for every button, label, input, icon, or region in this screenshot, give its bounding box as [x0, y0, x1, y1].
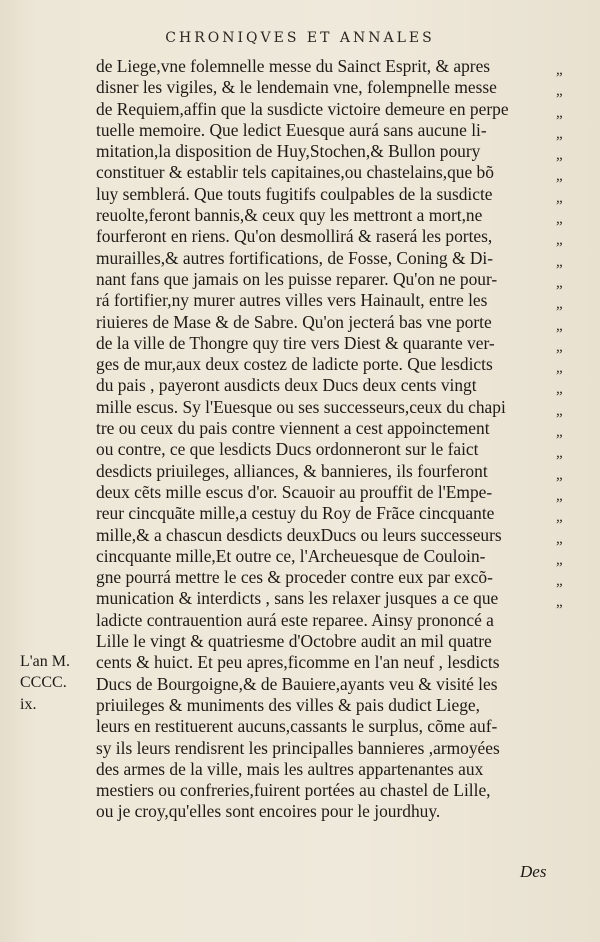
quote-mark: „ — [556, 338, 563, 355]
quote-mark: „ — [556, 211, 563, 228]
quote-mark: „ — [556, 147, 563, 164]
text-line: luy semblerá. Que touts fugitifs coulpables de la susdicte — [96, 183, 493, 204]
text-line: reur cincquãte mille,a cestuy du Roy de Frãce cincquante — [96, 503, 495, 524]
text-line: ladicte contrauention aurá este reparee. Ainsy prononcé a — [96, 609, 494, 630]
text-line: riuieres de Mase & de Sabre. Qu'on jecterá bas vne porte — [96, 311, 492, 332]
quote-mark: „ — [556, 381, 563, 398]
quote-mark: „ — [556, 232, 563, 249]
text-line: munication & interdicts , sans les relaxer jusques a ce que — [96, 588, 499, 609]
text-line: ou contre, ce que lesdicts Ducs ordonneront sur le faict — [96, 439, 479, 460]
quote-mark: „ — [556, 594, 563, 611]
text-line: fourferont en riens. Qu'on desmollirá & raserá les portes, — [96, 226, 493, 247]
text-line: reuolte,feront bannis,& ceux quy les mettront a mort,ne — [96, 205, 483, 226]
margin-note-date — [20, 651, 90, 715]
text-line: murailles,& autres fortifications, de Fosse, Coning & Di- — [96, 247, 494, 268]
quote-mark: „ — [556, 445, 563, 462]
quote-mark: „ — [556, 253, 563, 270]
quote-mark: „ — [556, 83, 563, 100]
text-line: des armes de la ville, mais les aultres appartenantes aux — [96, 758, 484, 779]
text-line: de Liege,vne folemnelle messe du Sainct Esprit, & apres — [96, 56, 491, 76]
text-line: deux cẽts mille escus d'or. Scauoir au prouffit de l'Empe- — [96, 481, 493, 502]
body-text — [96, 56, 556, 823]
text-line: de Requiem,affin que la susdicte victoire demeure en perpe — [96, 98, 509, 119]
margin-note-line: ix. — [20, 695, 37, 713]
text-line: leurs en restituerent aucuns,cassants le surplus, cõme auf- — [96, 716, 498, 737]
quote-mark: „ — [556, 402, 563, 419]
text-line: mitation,la disposition de Huy,Stochen,& Bullon poury — [96, 141, 481, 162]
quote-mark: „ — [556, 104, 563, 121]
quote-mark: „ — [556, 189, 563, 206]
margin-note-line: CCCC. — [20, 674, 67, 692]
quote-mark: „ — [556, 125, 563, 142]
quote-mark: „ — [556, 424, 563, 441]
bleed-through-text — [140, 838, 560, 860]
text-line: cincquante mille,Et outre ce, l'Archeuesque de Couloin- — [96, 545, 486, 566]
text-line: desdicts priuileges, alliances, & bannieres, ils fourferont — [96, 460, 488, 481]
text-line: priuileges & muniments des villes & pais dudict Liege, — [96, 694, 480, 715]
text-line: du pais , payeront ausdicts deux Ducs deux cents vingt — [96, 375, 477, 396]
quote-mark: „ — [556, 274, 563, 291]
text-line: ges de mur,aux deux costez de ladicte porte. Que lesdicts — [96, 354, 493, 375]
text-line: nant fans que jamais on les puisse reparer. Qu'on ne pour- — [96, 268, 498, 289]
text-line: constituer & establir tels capitaines,ou chastelains,que bõ — [96, 162, 494, 183]
text-line: mestiers ou confreries,fuirent portées au chastel de Lille, — [96, 780, 491, 801]
text-line: Lille le vingt & quatriesme d'Octobre audit an mil quatre — [96, 631, 492, 652]
text-line: tuelle memoire. Que ledict Euesque aurá sans aucune li- — [96, 119, 487, 140]
quote-mark: „ — [556, 551, 563, 568]
text-line: gne pourrá mettre le ces & proceder contre eux par excõ- — [96, 567, 493, 588]
text-line: mille escus. Sy l'Euesque ou ses successeurs,ceux du chapi — [96, 396, 506, 417]
text-line: cents & huict. Et peu apres,ficomme en l'an neuf , lesdicts — [96, 652, 500, 673]
text-line: tre ou ceux du pais contre viennent a cest appoinctement — [96, 418, 490, 439]
quote-marks-column — [556, 60, 580, 614]
text-line: rá fortifier,ny murer autres villes vers Hainault, entre les — [96, 290, 488, 311]
text-line: sy ils leurs rendisrent les principalles bannieres ,armoyées — [96, 737, 500, 758]
quote-mark: „ — [556, 466, 563, 483]
running-head: CHRONIQVES ET ANNALES — [165, 30, 435, 46]
quote-mark: „ — [556, 487, 563, 504]
quote-mark: „ — [556, 360, 563, 377]
catchword: Des — [520, 862, 547, 881]
text-line: disner les vigiles, & le lendemain vne, folempnelle messe — [96, 77, 497, 98]
quote-mark: „ — [556, 317, 563, 334]
quote-mark: „ — [556, 573, 563, 590]
quote-mark: „ — [556, 530, 563, 547]
text-line: mille,& a chascun desdicts deuxDucs ou leurs successeurs — [96, 524, 502, 545]
quote-mark: „ — [556, 168, 563, 185]
quote-mark: „ — [556, 296, 563, 313]
quote-mark: „ — [556, 62, 563, 78]
quote-mark: „ — [556, 509, 563, 526]
text-line: ou je croy,qu'elles sont encoires pour le jourdhuy. — [96, 801, 441, 822]
margin-note-line: L'an M. — [20, 653, 70, 670]
text-line: Ducs de Bourgoigne,& de Bauiere,ayants veu & visité les — [96, 673, 498, 694]
text-line: de la ville de Thongre quy tire vers Diest & quarante ver- — [96, 332, 495, 353]
